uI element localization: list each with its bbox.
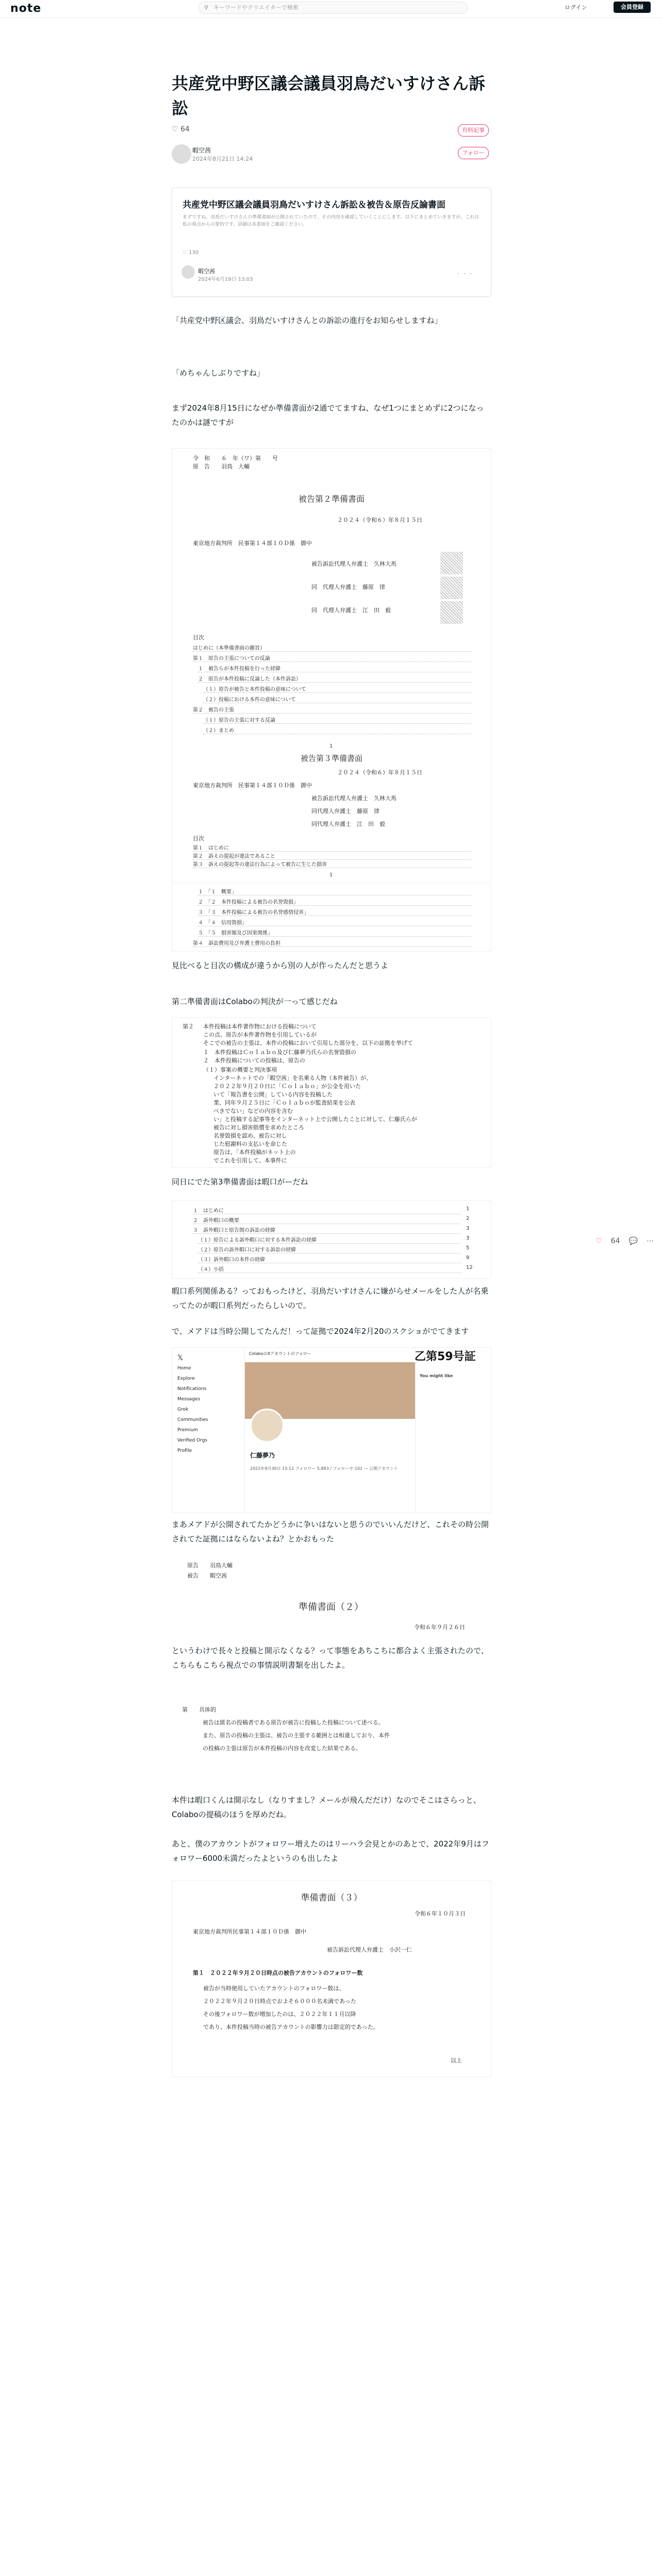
document-image-2-cont: １ 「１ 概要」 ２ 「２ 本件投稿による被告の名誉毀損」 ３ 「３ 本件投稿による被告の名誉感情侵害」 ４ 「４ 信用毀損」 ５ 「５ 損害額及び因果関係」 第４ 訴訟費用及び弁護士費用の負担: [172, 884, 491, 952]
x-sidebar: 𝕏 Home Explore Notifications Messages Grok Communities Premium Verified Orgs Profile: [177, 1353, 237, 1456]
paragraph-11: 本件は暇口くんは開示なし（なりすまし？メールが飛んだだけ）なのでそこはさらっと、Colaboの提稿のほうを厚めだね。: [172, 1795, 481, 1819]
more-icon[interactable]: ・・・: [456, 272, 474, 277]
document-image-3: 第２ 本件投稿は本件著作物における投稿について この点、原告が本件著作物を引用しているが そこでの被告の主張は、本件の投稿において引用した部分を、以下の証拠を挙げて １ 本件投稿はＣｏｌａｂｏ及び仁藤夢乃氏らの名誉毀損の ２ 本件投稿についての投稿は、原告の （１）事案の概要と判決事項 インターネットでの「暇空茜」を名乗る人物（本件被告）が、 ２０２２年９月２０日に「Ｃｏｌａｂｏ」が公金を用いた いて「報告書を公開」している内容を投稿した 業、同年９月２５日に「Ｃｏｌａｂｏが監査結果を公表 べきでない」などの内容を含む い」と投稿する記事等をインターネット上で公開したことに対して、仁藤氏らが 被告に対し損害賠償を求めたところ 名誉毀損を認め、被告に対し じた慰謝料の支払いを命じた 原告は、「本件投稿がネット上の でこれを引用して、本事件に: [172, 1018, 491, 1168]
paragraph-5: 第二準備書面はColaboの判決が一って感じだね: [172, 997, 338, 1006]
x-logo: 𝕏: [177, 1354, 184, 1362]
author-avatar[interactable]: [172, 144, 191, 164]
x-right-panel: You might like: [420, 1374, 453, 1378]
side-like-count: 64: [610, 1237, 620, 1245]
seal-stamp: [440, 552, 463, 574]
seal-stamp: [440, 577, 463, 599]
comment-icon[interactable]: 💬: [628, 1237, 638, 1245]
heart-icon[interactable]: ♡: [595, 1237, 602, 1245]
article-title: 共産党中野区議会議員羽鳥だいすけさん訴訟: [172, 74, 486, 118]
like-count-top[interactable]: ♡ 64: [172, 125, 190, 133]
embed-date: 2024年6月19日 13:03: [198, 277, 253, 282]
embed-author-avatar: [181, 265, 195, 279]
paragraph-6: 同日にでた第3準備書面は暇口がーだね: [172, 1177, 308, 1187]
x-profile-main: ColaboのXアカウントのフォロー 仁藤夢乃 2022年9月30日 15:12 フォロワー 5,883 / フォロー中 102 — 公開アカウント: [244, 1348, 416, 1513]
publish-date: 2024年8月21日 14:24: [192, 156, 253, 162]
paragraph-12: あと、僕のアカウントがフォロワー増えたのはリーハラ会見とかのあとで、2022年9月はフォロワー6000未満だったよというのも出したよ: [172, 1839, 489, 1863]
login-link[interactable]: ログイン: [565, 4, 587, 11]
search-input[interactable]: [198, 2, 468, 14]
site-header: [0, 0, 662, 18]
member-tag: 有料記事: [458, 124, 489, 137]
embed-likes: ♡ 130: [183, 250, 199, 256]
paragraph-3: まず2024年8月15日になぜか準備書面が2通でてますね、なぜ1つにまとめずに2つになったのかは謎ですが: [172, 403, 484, 427]
paragraph-1: 「共産党中野区議会、羽鳥だいすけさんとの訴訟の進行をお知らせしますね」: [172, 316, 442, 325]
x-profile-screenshot: [172, 1347, 491, 1513]
document-image-6: 準備書面（３） 令和６年１０月３日 東京地方裁判所民事第１４部１０Ｄ係 御中 被告訴訟代理人弁護士 小沢一仁 第１ ２０２２年９月２０日時点の被告アカウントのフォロワー数 被告が当時使用していたアカウントのフォロワー数は、 ２０２２年９月２０日時点でおよそ６０００名未満であった その後フォロワー数が増加したのは、２０２２年１１月以降 であり、本件投稿当時の被告アカウントの影響力は限定的であった。 以上: [172, 1880, 491, 2077]
profile-avatar: [250, 1409, 284, 1443]
embedded-article-card[interactable]: [172, 188, 491, 297]
embed-author: 暇空茜: [198, 268, 215, 275]
paragraph-2: 「めちゃんしぶりですね」: [172, 368, 265, 378]
doc5-heading: 準備書面（２）: [299, 1602, 363, 1613]
author-name[interactable]: 暇空茜: [192, 147, 211, 154]
paragraph-7: 暇口系列関係ある？っておもったけど、羽鳥だいすけさんに嫌がらせメールをした人が名乗ってたのが暇口系列だったらしいので。: [172, 1286, 489, 1310]
note-logo[interactable]: note: [10, 2, 42, 15]
like-count: 64: [180, 125, 190, 133]
doc6-heading: 準備書面（３）: [301, 1893, 362, 1903]
search-placeholder: キーワードやクリエイターで検索: [213, 4, 299, 11]
paragraph-9: まあメアドが公開されてたかどうかに争いはないと思うのでいいんだけど、これその時公開されてた証拠にはならないよね？とかおもった: [172, 1520, 489, 1544]
doc2-heading: 被告第３準備書面: [300, 754, 362, 763]
search-icon: ⚲: [204, 4, 209, 11]
document-image-1: 令 和 ６ 年（ワ）第 号 原 告 羽鳥 大輔 被告第２準備書面 ２０２４（令和６）年８月１５日 東京地方裁判所 民事第１４部１０Ｄ係 御中 被告訴訟代理人弁護士 久林大馬 同 代理人弁護士 藤原 律 同 代理人弁護士 江 田 毅 目次 はじめに（本準備書面の趣旨） 第１ 原告の主張についての反論 １ 被告らが本件投稿を行った経緯 ２ 原告が本件投稿に反論した（本件訴訟） （１）原告が被告と本件投稿の意味について （２）投稿における本件の意味について 第２ 被告の主張 （１）原告の主張に対する反論 （２）まとめ 1 被告第３準備書面 ２０２４（令和６）年８月１５日 東京地方裁判所 民事第１４部１０Ｄ係 御中 被告訴訟代理人弁護士 久林大馬 同代理人弁護士 藤原 律 同代理人弁護士 江 田 毅 目次 第１ はじめに 第２ 訴えの提起が違法であること 第３ 訴えの提起等の違法行為によって被告に生じた損害 1: [172, 448, 491, 882]
seal-stamp: [440, 601, 463, 624]
paragraph-10: というわけで長々と投稿と開示なくなる？って事態をあちこちに都合よく主張されたので、こちらもこちら視点での事情説明書類を出したよ。: [172, 1646, 489, 1670]
embed-title: 共産党中野区議会議員羽鳥だいすけさん訴訟＆被告＆原告反論書面: [183, 200, 445, 210]
exhibit-label: 乙第59号証: [415, 1350, 476, 1363]
document-image-5-body: 第 具体的 被告は匿名の投稿者である原告が被告に投稿した投稿について述べる。 また、原告の投稿の主張は、被告の主張する範囲とは相違しており、本件 の投稿の主張は原告が本件投稿の内容を改変した結果である。: [172, 1700, 490, 1788]
paragraph-8: で、メアドは当時公開してたんだ！って証拠で2024年2月20のスクショがでてきます: [172, 1327, 469, 1336]
document-image-5: 原告 羽鳥大輔 被告 暇空茜 準備書面（２） 令和６年９月２６日: [172, 1556, 490, 1731]
embed-description: まずですね、羽鳥だいすけさんの準備書面が公開されていたので、その内容を確認していくことにします。以下にまとめていきますが、これは私の視点からの要約です。詳細は各書面をご確認ください。: [183, 215, 479, 227]
floating-actions: [595, 1235, 660, 1245]
more-icon[interactable]: ⋯: [647, 1237, 654, 1245]
follow-button[interactable]: フォロー: [458, 147, 489, 159]
document-image-4: １ はじめに ２ 訴外暇口の概要 ３ 訴外暇口と原告間の訴訟の経緯 （１）原告による訴外暇口に対する本件訴訟の経緯 （２）原告の訴外暇口に対する訴訟の経緯 （３）訴外暇口の本件の経緯 （４）小括 1 2 3 3 5 9 12: [172, 1200, 491, 1279]
paragraph-4: 見比べると目次の構成が違うから別の人が作ったんだと思うよ: [172, 961, 389, 970]
signup-button[interactable]: 会員登録: [614, 2, 651, 13]
doc1-heading: 被告第２準備書面: [298, 494, 365, 504]
